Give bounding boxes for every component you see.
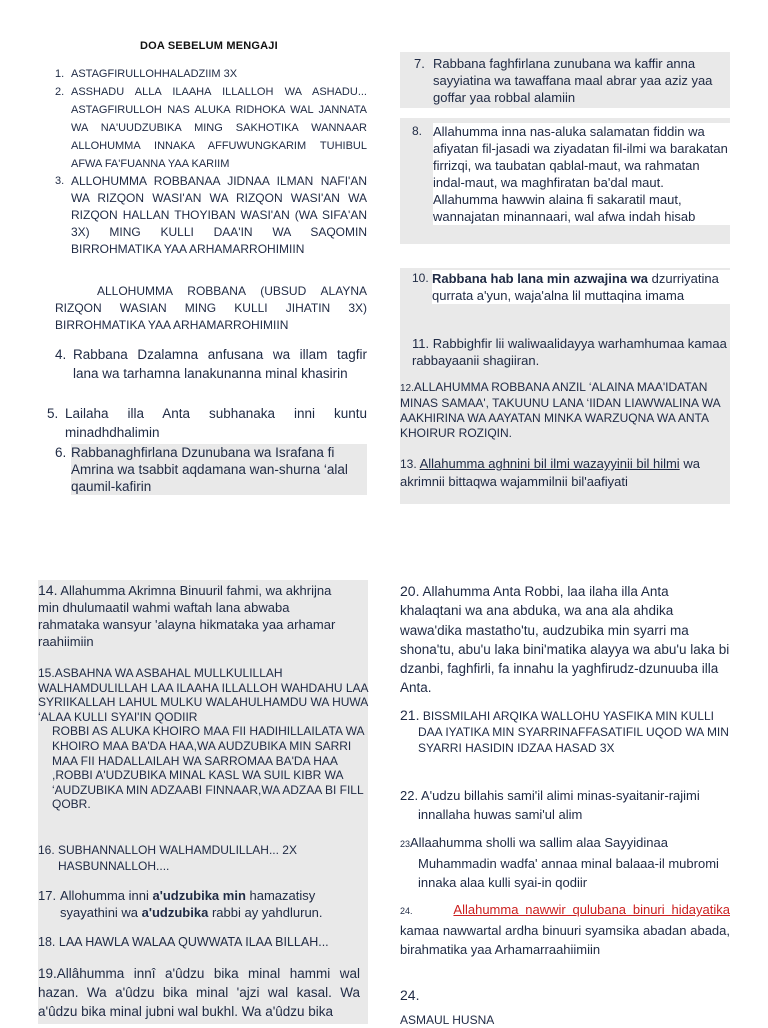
section-heading-asmaul-husna: ASMAUL HUSNA bbox=[400, 1013, 495, 1027]
list-item-20: 20. Allahumma Anta Robbi, laa ilaha illa Anta khalaqtani wa ana abduka, wa ana ala ahdika wawa'dika mastatho'tu, audzubika min syarri ma shona'tu, abu'u laka bini'matika alayya wa abu'u laka bi dzanbi, faghfirli, fa innahu la yaghfirudz-dzunuuba illa Anta. bbox=[400, 583, 730, 696]
list-item-15: 15.ASBAHNA WA ASBAHAL MULLKULILLAH WALHAMDULILLAH LAA ILAAHA ILLALLOH WAHDAHU LAA SYRIIKALLAH LAHUL MULKU WALAHULHAMDU WA HUWA ‘ALAA KULLI SYAI'IN QODIIR ROBBI AS ALUKA KHOIRO MAA FII HADIHILLAILATA WA KHOIRO MAA BA'DA HAA,WA AUDZUBIKA MIN SARRI MAA FII HADALLAILAH WA SARROMAA BA'DA HAA ,ROBBI A'UDZUBIKA MINAL KASL WA SUIL KIBR WA ‘AUDZUBIKA MIN ADZAABI FINNAAR,WA ADZAA BI FILL QOBR. bbox=[38, 666, 368, 812]
list-item-3: 3. ALLOHUMMA ROBBANAA JIDNAA ILMAN NAFI'AN WA RIZQON WASI'AN WA RIZQON WASI'AN WA RIZQON HALLAN THOYIBAN WASI'AN (WA SIFA'AN 3X) MING KULLI DAA'IN WA SAQOMIN BIRROHMATIKA YAA ARHAMARROHIMIIN bbox=[55, 174, 367, 256]
list-item-5: 5. Lailaha illa Anta subhanaka inni kuntu minadhdhalimin bbox=[47, 406, 367, 440]
list-item-24b: 24. bbox=[400, 987, 420, 1003]
list-item-17: 17. Allohumma inni a'udzubika min hamazatisy syayathini wa a'udzubika rabbi ay yahdlurun. bbox=[38, 888, 323, 920]
list-item-6: 6. Rabbanaghfirlana Dzunubana wa Israfana fi Amrina wa tsabbit aqdamana wan-shurna ‘alal qaumil-kafirin bbox=[55, 444, 367, 495]
page-title: DOA SEBELUM MENGAJI bbox=[140, 40, 278, 52]
list-item-13: 13. Allahumma aghnini bil ilmi wazayyinii bil hilmi wa akrimnii bittaqwa wajammilnii bil'aafiyati bbox=[400, 456, 700, 489]
list-item-4: 4. Rabbana Dzalamna anfusana wa illam tagfir lana wa tarhamna lanakunanna minal khasirin bbox=[55, 347, 367, 381]
list-item-1: 1. ASTAGFIRULLOHHALADZIIM 3X bbox=[55, 68, 238, 80]
list-item-23: 23Allaahumma sholli wa sallim alaa Sayyidinaa Muhammadin wadfa' annaa minal balaaa-il mubromi innaka alaa kulli syai-in qodiir bbox=[400, 835, 719, 890]
list-item-19: 19.Allâhumma innî a'ûdzu bika minal hammi wal hazan. Wa a'ûdzu bika minal 'ajzi wal kasal. Wa a'ûdzu bika minal jubni wal bukhl. Wa a'ûdzu bika bbox=[38, 966, 360, 1019]
list-item-8: 8. Allahumma inna nas-aluka salamatan fiddin wa afiyatan fil-jasadi wa ziyadatan fil-ilmi wa barakatan firrizqi, wa taubatan qablal-maut, wa rahmatan indal-maut, wa maghfiratan ba'dal maut. Allahumma hawwin alaina fi sakaratil maut, wannajatan minannaari, wal afwa indah hisab bbox=[412, 123, 730, 225]
list-item-24: 24. Allahumma nawwir qulubana binuri hidayatika kamaa nawwartal ardha binuuri syamsika abadan abada, birahmatika yaa Arhamarraahiimiin bbox=[400, 902, 730, 957]
list-item-16: 16. SUBHANNALLOH WALHAMDULILLAH... 2X HASBUNNALLOH.... bbox=[38, 843, 297, 873]
list-item-10: 10. Rabbana hab lana min azwajina wa dzurriyatina qurrata a'yun, waja'alna lil muttaqina imama bbox=[412, 270, 730, 304]
list-item-22: 22. A'udzu billahis sami'il alimi minas-syaitanir-rajimi innallaha huwas sami'ul alim bbox=[400, 788, 700, 822]
list-item-11: 11. Rabbighfir lii waliwaalidayya warhamhumaa kamaa rabbayaanii shagiiran. bbox=[412, 336, 727, 368]
list-item-7: 7. Rabbana faghfirlana zunubana wa kaffir anna sayyiatina wa tawaffana maal abrar yaa aziz yaa goffar yaa robbal alamiin bbox=[414, 56, 713, 105]
list-item-21: 21. BISSMILAHI ARQIKA WALLOHU YASFIKA MIN KULLI DAA IYATIKA MIN SYARRINAFFASATIFIL UQOD WA MIN SYARRI HASIDIN IDZAA HASAD 3X bbox=[400, 707, 729, 755]
list-item-12: 12.ALLAHUMMA ROBBANA ANZIL ‘ALAINA MAA'IDATAN MINAS SAMAA', TAKUUNU LANA ‘IIDAN LIAWWALINA WA AAKHIRINA WA AAYATAN MINKA WARZUQNA WA ANTA KHOIRUR ROZIQIN. bbox=[400, 380, 720, 440]
list-item-18: 18. LAA HAWLA WALAA QUWWATA ILAA BILLAH... bbox=[38, 935, 329, 949]
paragraph-extra: ALLOHUMMA ROBBANA (UBSUD ALAYNA RIZQON WASIAN MING KULLI JIHATIN 3X) BIRROHMATIKA YAA ARHAMARROHIMIIN bbox=[55, 284, 367, 332]
list-item-2: 2. ASSHADU ALLA ILAAHA ILLALLOH WA ASHADU... ASTAGFIRULLOH NAS ALUKA RIDHOKA WAL JANNATA WA NA'UUDZUBIKA MING SAKHOTIKA WANNAAR ALLOHUMMA INNAKA AFFUWUNGKARIM TUHIBUL AFWA FA'FUANNA YAA KARIIM bbox=[55, 86, 367, 170]
list-item-14: 14. Allahumma Akrimna Binuuril fahmi, wa akhrijna min dhulumaatil wahmi waftah lana abwaba rahmataka wansyur 'alayna hikmataka yaa arhamar raahiimiin bbox=[38, 582, 336, 649]
